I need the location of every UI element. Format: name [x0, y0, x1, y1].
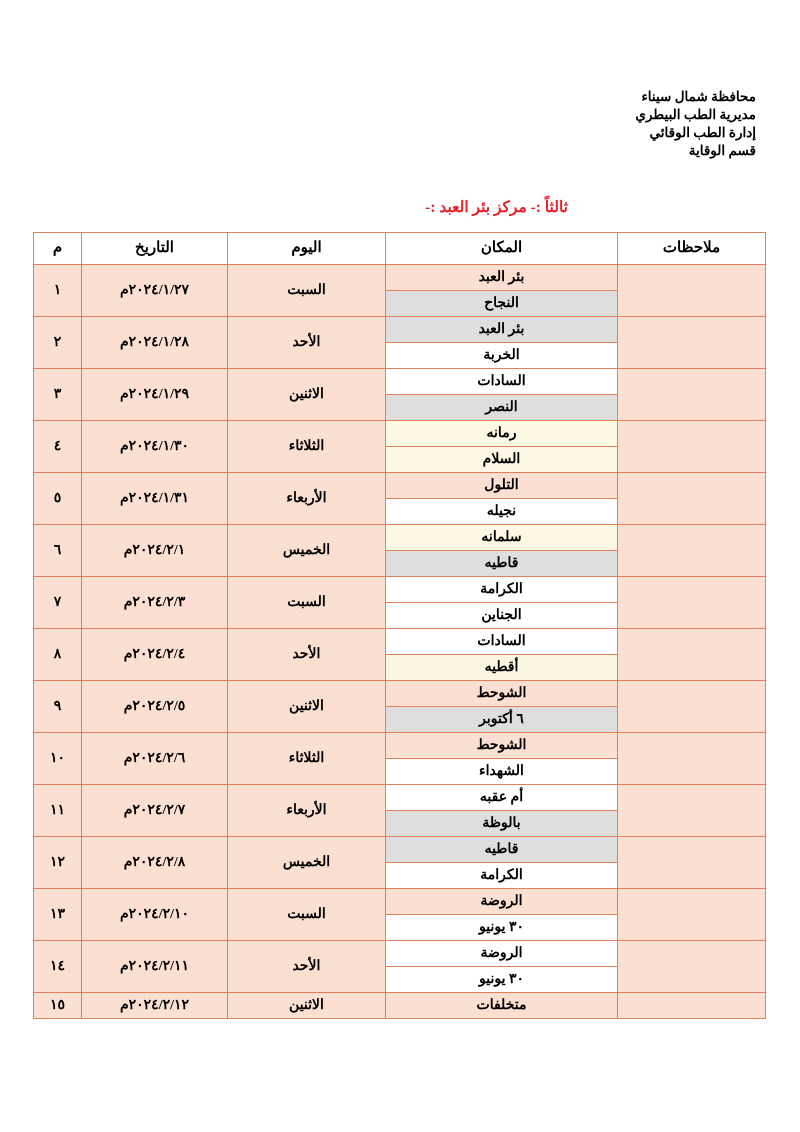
table-row: [34, 837, 766, 863]
cell-place: قاطيه: [386, 551, 618, 577]
cell-date: ٢٠٢٤/٢/٨م: [82, 837, 228, 889]
cell-number: ٤: [34, 421, 82, 473]
cell-place: سلمانه: [386, 525, 618, 551]
cell-date: ٢٠٢٤/٢/٥م: [82, 681, 228, 733]
column-header-num: م: [34, 233, 82, 265]
cell-date: ٢٠٢٤/٢/٧م: [82, 785, 228, 837]
table-header-row: [34, 233, 766, 265]
cell-number: ١٠: [34, 733, 82, 785]
section-title: ثالثاً :- مركز بئر العبد :-: [425, 199, 568, 216]
cell-place: الروضة: [386, 941, 618, 967]
cell-notes: [618, 993, 766, 1019]
table-row: [34, 889, 766, 915]
cell-day: الخميس: [228, 525, 386, 577]
cell-number: ١: [34, 265, 82, 317]
cell-notes: [618, 265, 766, 317]
cell-date: ٢٠٢٤/١/٢٨م: [82, 317, 228, 369]
header-line-governorate: محافظة شمال سيناء: [641, 89, 756, 104]
cell-number: ١٢: [34, 837, 82, 889]
cell-number: ٣: [34, 369, 82, 421]
cell-place: السادات: [386, 369, 618, 395]
table-row: [34, 993, 766, 1019]
cell-date: ٢٠٢٤/٢/١١م: [82, 941, 228, 993]
table-row: [34, 785, 766, 811]
cell-day: الاثنين: [228, 681, 386, 733]
cell-place: السادات: [386, 629, 618, 655]
column-header-date: التاريخ: [82, 233, 228, 265]
cell-day: الأربعاء: [228, 473, 386, 525]
cell-number: ١١: [34, 785, 82, 837]
cell-number: ١٥: [34, 993, 82, 1019]
cell-day: الثلاثاء: [228, 421, 386, 473]
cell-number: ٩: [34, 681, 82, 733]
cell-place: أم عقبه: [386, 785, 618, 811]
table-row: [34, 421, 766, 447]
table-row: [34, 317, 766, 343]
cell-date: ٢٠٢٤/١/٣١م: [82, 473, 228, 525]
cell-number: ٨: [34, 629, 82, 681]
column-header-place: المكان: [386, 233, 618, 265]
document-header: [635, 88, 756, 160]
cell-day: السبت: [228, 577, 386, 629]
cell-notes: [618, 369, 766, 421]
cell-place: متخلفات: [386, 993, 618, 1019]
cell-number: ٢: [34, 317, 82, 369]
header-line-section: قسم الوقاية: [688, 143, 756, 158]
column-header-notes: ملاحظات: [618, 233, 766, 265]
cell-place: ٣٠ يونيو: [386, 915, 618, 941]
table-row: [34, 265, 766, 291]
cell-day: الاثنين: [228, 369, 386, 421]
cell-day: الاثنين: [228, 993, 386, 1019]
cell-date: ٢٠٢٤/٢/٣م: [82, 577, 228, 629]
table-row: [34, 525, 766, 551]
table-row: [34, 941, 766, 967]
cell-place: التلول: [386, 473, 618, 499]
cell-place: نجيله: [386, 499, 618, 525]
cell-notes: [618, 577, 766, 629]
cell-place: الخربة: [386, 343, 618, 369]
cell-place: الشوحط: [386, 681, 618, 707]
table-row: [34, 629, 766, 655]
table-row: [34, 369, 766, 395]
cell-number: ١٣: [34, 889, 82, 941]
cell-date: ٢٠٢٤/٢/١٠م: [82, 889, 228, 941]
cell-day: السبت: [228, 889, 386, 941]
cell-place: ٣٠ يونيو: [386, 967, 618, 993]
cell-notes: [618, 837, 766, 889]
cell-number: ٧: [34, 577, 82, 629]
cell-notes: [618, 421, 766, 473]
cell-date: ٢٠٢٤/٢/٦م: [82, 733, 228, 785]
cell-place: الشهداء: [386, 759, 618, 785]
column-header-day: اليوم: [228, 233, 386, 265]
cell-date: ٢٠٢٤/٢/١٢م: [82, 993, 228, 1019]
cell-day: الثلاثاء: [228, 733, 386, 785]
cell-place: الجناين: [386, 603, 618, 629]
table-row: [34, 473, 766, 499]
cell-notes: [618, 473, 766, 525]
cell-place: أقطيه: [386, 655, 618, 681]
cell-day: الخميس: [228, 837, 386, 889]
cell-place: الشوحط: [386, 733, 618, 759]
cell-date: ٢٠٢٤/٢/١م: [82, 525, 228, 577]
schedule-table-container: [34, 232, 766, 1019]
cell-place: بئر العبد: [386, 265, 618, 291]
header-line-department: إدارة الطب الوقائي: [649, 125, 756, 140]
cell-date: ٢٠٢٤/١/٣٠م: [82, 421, 228, 473]
cell-day: الأحد: [228, 629, 386, 681]
cell-day: الأحد: [228, 317, 386, 369]
cell-notes: [618, 629, 766, 681]
cell-notes: [618, 681, 766, 733]
cell-notes: [618, 785, 766, 837]
cell-place: قاطيه: [386, 837, 618, 863]
cell-place: النصر: [386, 395, 618, 421]
cell-notes: [618, 317, 766, 369]
cell-place: السلام: [386, 447, 618, 473]
cell-number: ٦: [34, 525, 82, 577]
cell-notes: [618, 525, 766, 577]
cell-place: الكرامة: [386, 863, 618, 889]
cell-notes: [618, 733, 766, 785]
cell-day: الأربعاء: [228, 785, 386, 837]
cell-number: ١٤: [34, 941, 82, 993]
cell-place: رمانه: [386, 421, 618, 447]
cell-notes: [618, 889, 766, 941]
cell-place: بالوظة: [386, 811, 618, 837]
cell-place: بئر العبد: [386, 317, 618, 343]
header-line-directorate: مديرية الطب البيطري: [635, 107, 756, 122]
cell-day: السبت: [228, 265, 386, 317]
cell-place: الكرامة: [386, 577, 618, 603]
schedule-table: [33, 232, 766, 1019]
cell-place: الروضة: [386, 889, 618, 915]
cell-day: الأحد: [228, 941, 386, 993]
table-row: [34, 577, 766, 603]
cell-number: ٥: [34, 473, 82, 525]
cell-place: ٦ أكتوبر: [386, 707, 618, 733]
cell-date: ٢٠٢٤/١/٢٧م: [82, 265, 228, 317]
table-row: [34, 681, 766, 707]
table-row: [34, 733, 766, 759]
cell-place: النجاح: [386, 291, 618, 317]
cell-date: ٢٠٢٤/٢/٤م: [82, 629, 228, 681]
cell-date: ٢٠٢٤/١/٢٩م: [82, 369, 228, 421]
cell-notes: [618, 941, 766, 993]
